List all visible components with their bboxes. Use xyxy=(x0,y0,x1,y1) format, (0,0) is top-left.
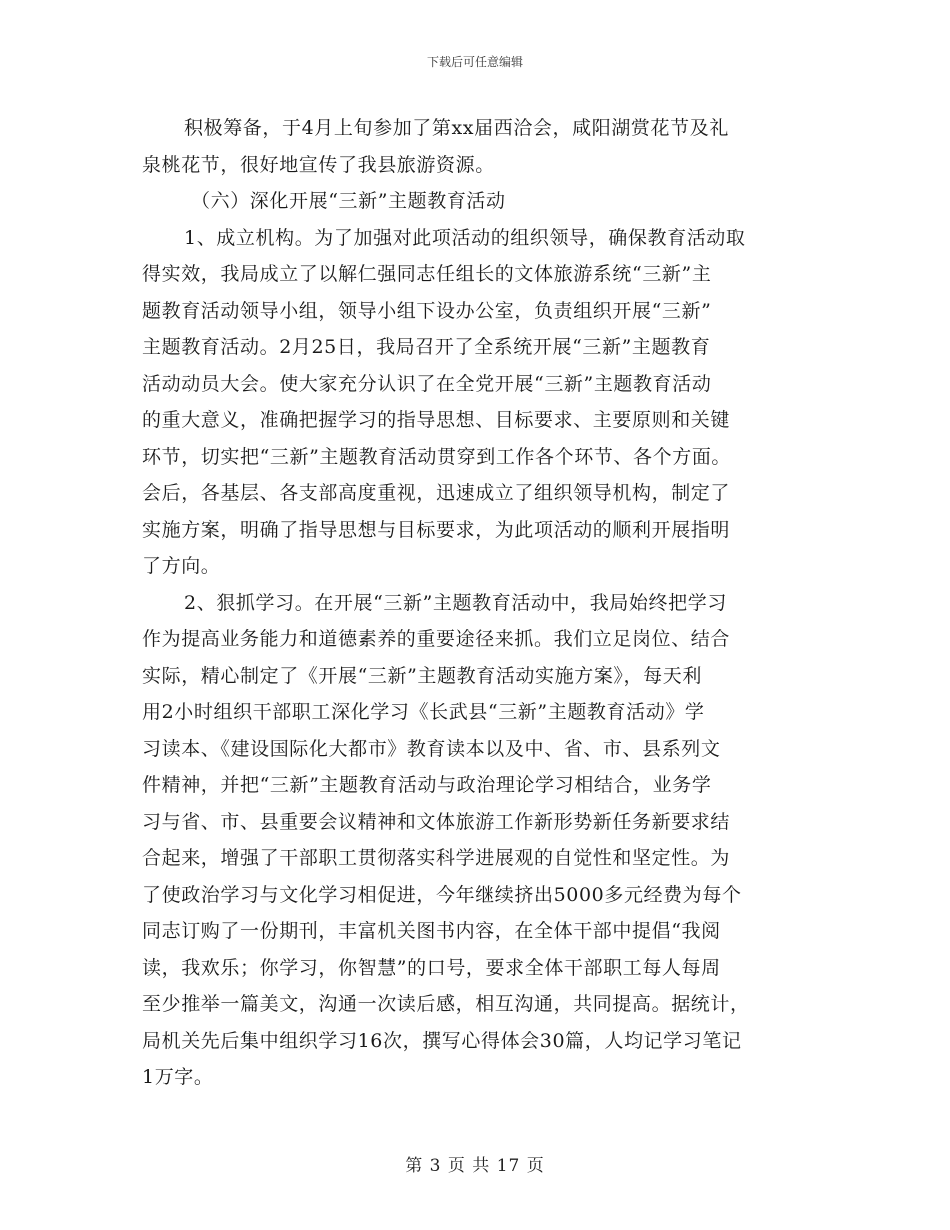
page-header: 下载后可任意编辑 xyxy=(426,55,523,69)
body-line: 主题教育活动。2月25日，我局召开了全系统开展“三新”主题教育 xyxy=(142,336,711,358)
body-line: 的重大意义，准确把握学习的指导思想、目标要求、主要原则和关键 xyxy=(142,409,731,431)
body-line: 会后，各基层、各支部高度重视，迅速成立了组织领导机构，制定了 xyxy=(142,482,731,504)
body-line: 活动动员大会。使大家充分认识了在全党开展“三新”主题教育活动 xyxy=(142,372,712,395)
body-line: 合起来，增强了干部职工贯彻落实科学进展观的自觉性和坚定性。为 xyxy=(142,847,731,869)
body-line: 1万字。 xyxy=(142,1066,214,1088)
body-line: 至少推举一篇美文，沟通一次读后感，相互沟通，共同提高。据统计， xyxy=(142,993,750,1015)
body-line: 题教育活动领导小组，领导小组下设办公室，负责组织开展“三新” xyxy=(142,299,712,322)
body-line: 1、成立机构。为了加强对此项活动的组织领导，确保教育活动取 xyxy=(184,226,746,249)
body-line: 件精神，并把“三新”主题教育活动与政治理论学习相结合，业务学 xyxy=(142,774,712,796)
body-line: 得实效，我局成立了以解仁强同志任组长的文体旅游系统“三新”主 xyxy=(142,263,712,285)
section-heading: （六）深化开展“三新”主题教育活动 xyxy=(191,190,506,212)
body-line: 了使政治学习与文化学习相促进，今年继续挤出5000多元经费为每个 xyxy=(142,883,742,906)
body-line: 作为提高业务能力和道德素养的重要途径来抓。我们立足岗位、结合 xyxy=(142,628,731,650)
body-line: 用2小时组织干部职工深化学习《长武县“三新”主题教育活动》学 xyxy=(142,701,705,723)
body-line: 了方向。 xyxy=(142,555,221,577)
body-line: 2、狠抓学习。在开展“三新”主题教育活动中，我局始终把学习 xyxy=(184,591,727,614)
body-line: 局机关先后集中组织学习16次，撰写心得体会30篇，人均记学习笔记 xyxy=(142,1029,742,1052)
body-line: 读，我欢乐；你学习，你智慧”的口号，要求全体干部职工每人每周 xyxy=(142,956,721,979)
page-footer: 第 3 页 共 17 页 xyxy=(405,1156,545,1176)
body-line: 实际，精心制定了《开展“三新”主题教育活动实施方案》，每天利 xyxy=(142,664,702,687)
body-line: 习与省、市、县重要会议精神和文体旅游工作新形势新任务新要求结 xyxy=(142,810,731,833)
body-line: 环节，切实把“三新”主题教育活动贯穿到工作各个环节、各个方面。 xyxy=(142,445,732,468)
body-line: 泉桃花节，很好地宣传了我县旅游资源。 xyxy=(142,153,495,176)
body-line: 实施方案，明确了指导思想与目标要求，为此项活动的顺利开展指明 xyxy=(142,518,731,541)
body-line: 习读本、《建设国际化大都市》教育读本以及中、省、市、县系列文 xyxy=(142,737,721,760)
document-body xyxy=(142,110,812,1096)
body-line: 积极筹备，于4月上旬参加了第xx届西洽会，咸阳湖赏花节及礼 xyxy=(184,117,729,139)
body-line: 同志订购了一份期刊，丰富机关图书内容，在全体干部中提倡“我阅 xyxy=(142,920,721,942)
